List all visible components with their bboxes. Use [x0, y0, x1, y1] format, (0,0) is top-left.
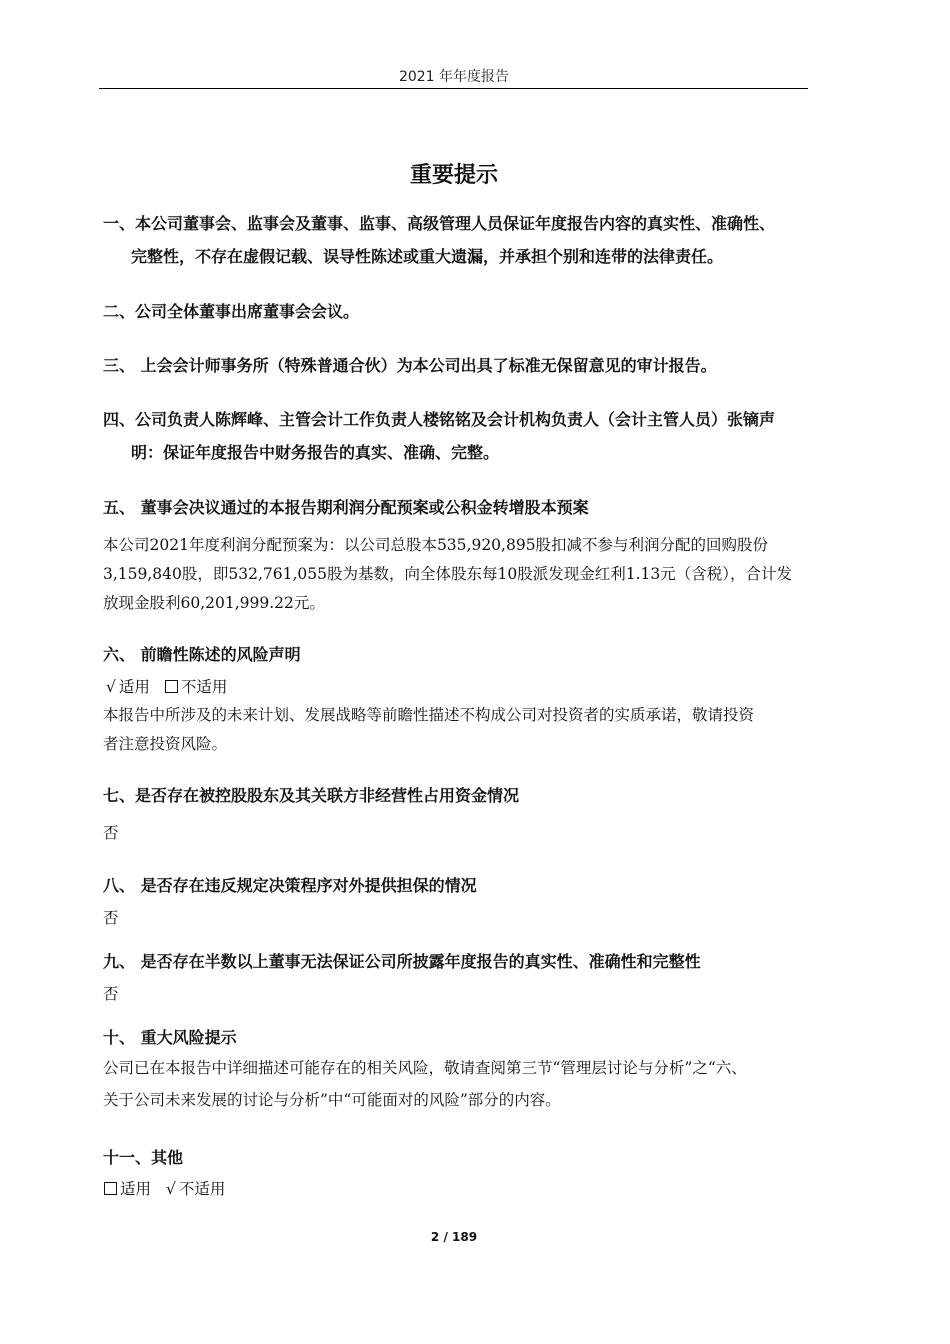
section-3: 三、 上会会计师事务所（特殊普通合伙）为本公司出具了标准无保留意见的审计报告。 — [103, 356, 717, 375]
section-10-line-2: 关于公司未来发展的讨论与分析”中“可能面对的风险”部分的内容。 — [103, 1091, 561, 1109]
section-6-line-2: 者注意投资风险。 — [103, 735, 228, 753]
checkbox-empty-icon — [104, 1182, 117, 1195]
option-not-applicable-label: 不适用 — [178, 1180, 226, 1198]
section-6-line-1: 本报告中所涉及的未来计划、发展战略等前瞻性描述不构成公司对投资者的实质承诺，敬请投资 — [103, 706, 755, 724]
page-number: 2 / 189 — [430, 1230, 478, 1244]
page-title: 重要提示 — [409, 163, 498, 188]
checkmark-icon: √ — [165, 1180, 176, 1198]
section-10-line-1: 公司已在本报告中详细描述可能存在的相关风险，敬请查阅第三节“管理层讨论与分析”之“六、 — [103, 1059, 747, 1077]
section-1-line-1: 一、本公司董事会、监事会及董事、监事、高级管理人员保证年度报告内容的真实性、准确性、 — [103, 214, 776, 233]
section-7-heading: 七、是否存在被控股股东及其关联方非经营性占用资金情况 — [103, 786, 520, 805]
section-1-line-2: 完整性，不存在虚假记载、误导性陈述或重大遗漏，并承担个别和连带的法律责任。 — [131, 247, 724, 266]
section-11-options — [104, 1177, 225, 1199]
section-10-heading: 十、 重大风险提示 — [103, 1028, 237, 1047]
section-9-heading: 九、 是否存在半数以上董事无法保证公司所披露年度报告的真实性、准确性和完整性 — [103, 952, 701, 971]
page-header: 2021 年年度报告 — [398, 69, 510, 85]
section-5-line-1: 本公司2021年度利润分配预案为：以公司总股本535,920,895股扣减不参与利润分配的回购股份 — [103, 536, 769, 554]
section-11-heading: 十一、其他 — [103, 1148, 184, 1167]
section-5-line-3: 放现金股利60,201,999.22元。 — [103, 594, 325, 612]
option-applicable-label: 适用 — [120, 1180, 152, 1198]
section-5-line-2: 3,159,840股，即532,761,055股为基数，向全体股东每10股派发现金红利1.13元（含税），合计发 — [103, 565, 792, 583]
section-6-heading: 六、 前瞻性陈述的风险声明 — [103, 645, 301, 664]
section-6-options — [106, 675, 227, 697]
header-divider — [99, 88, 808, 89]
section-4-line-1: 四、公司负责人陈辉峰、主管会计工作负责人楼铭铭及会计机构负责人（会计主管人员）张镝声 — [103, 410, 776, 429]
section-7-answer: 否 — [103, 824, 119, 842]
section-4-line-2: 明：保证年度报告中财务报告的真实、准确、完整。 — [131, 443, 500, 462]
section-2: 二、公司全体董事出席董事会会议。 — [103, 302, 360, 321]
section-9-answer: 否 — [103, 985, 119, 1003]
section-8-heading: 八、 是否存在违反规定决策程序对外提供担保的情况 — [103, 876, 477, 895]
option-applicable-label: 适用 — [118, 678, 150, 696]
section-8-answer: 否 — [103, 909, 119, 927]
checkmark-icon: √ — [106, 678, 116, 696]
option-not-applicable-label: 不适用 — [180, 678, 228, 696]
checkbox-empty-icon — [165, 680, 178, 693]
section-5-heading: 五、 董事会决议通过的本报告期利润分配预案或公积金转增股本预案 — [103, 498, 589, 517]
